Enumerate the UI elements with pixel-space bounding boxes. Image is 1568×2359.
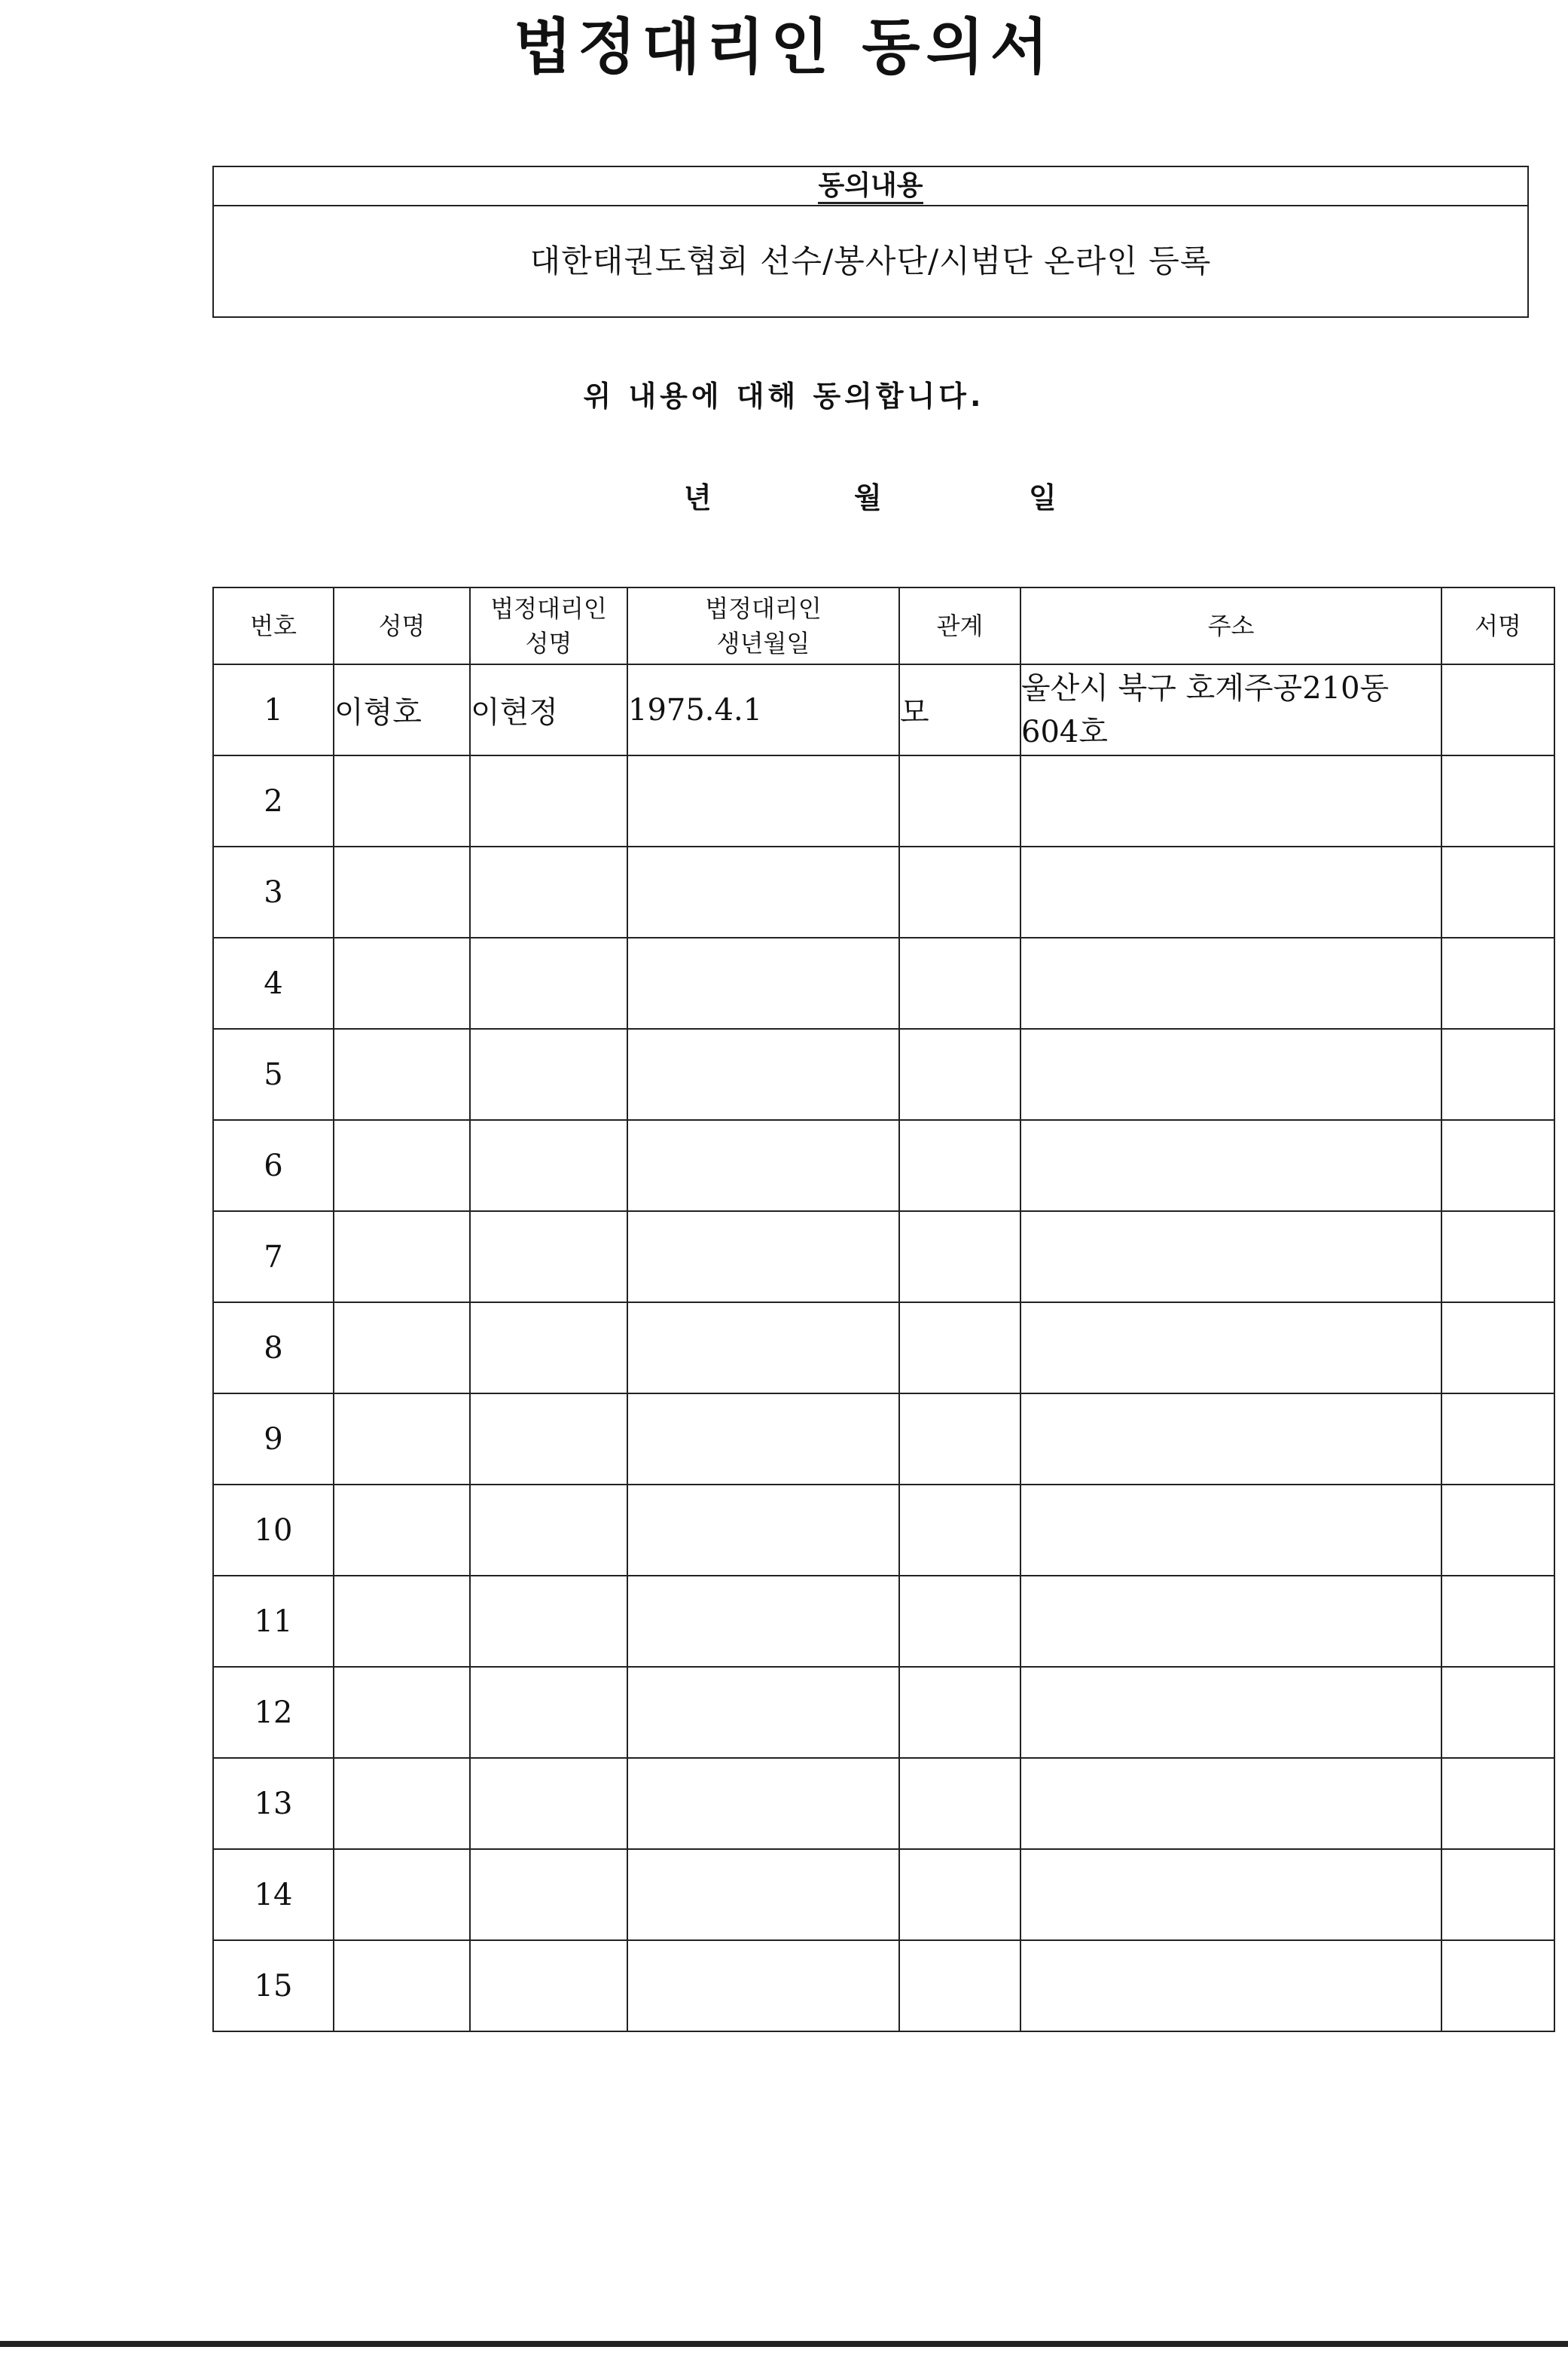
cell-signature[interactable]: [1441, 1120, 1554, 1211]
header-guardian-birth-line2: 생년월일: [716, 629, 810, 658]
cell-guardian-birth[interactable]: 1975.4.1: [627, 664, 899, 755]
cell-no: 8: [213, 1302, 334, 1393]
cell-address[interactable]: [1020, 1667, 1441, 1758]
cell-guardian-birth[interactable]: [627, 1940, 899, 2031]
cell-guardian-name[interactable]: [470, 1393, 627, 1485]
cell-address[interactable]: [1020, 1393, 1441, 1485]
header-name: 성명: [334, 587, 470, 664]
cell-signature[interactable]: [1441, 1485, 1554, 1576]
cell-no: 10: [213, 1485, 334, 1576]
consent-body: 대한태권도협회 선수/봉사단/시범단 온라인 등록: [529, 243, 1212, 279]
table-row: [213, 755, 1554, 847]
cell-signature[interactable]: [1441, 938, 1554, 1029]
header-guardian-name: [470, 587, 627, 664]
cell-relation[interactable]: [899, 1211, 1020, 1302]
header-guardian-name-line1: 법정대리인: [490, 594, 607, 623]
cell-no: 13: [213, 1758, 334, 1849]
cell-no: 9: [213, 1393, 334, 1485]
cell-signature[interactable]: [1441, 664, 1554, 755]
cell-name[interactable]: 이형호: [334, 664, 470, 755]
cell-guardian-name[interactable]: [470, 1120, 627, 1211]
cell-guardian-name[interactable]: [470, 938, 627, 1029]
cell-address[interactable]: [1020, 1485, 1441, 1576]
table-row: [213, 664, 1554, 755]
page-title: 법정대리인 동의서: [513, 12, 1055, 82]
cell-guardian-name[interactable]: [470, 1211, 627, 1302]
agreement-statement: 위 내용에 대해 동의합니다.: [583, 380, 985, 413]
cell-guardian-name[interactable]: [470, 1302, 627, 1393]
cell-guardian-name[interactable]: [470, 1576, 627, 1667]
cell-no: 4: [213, 938, 334, 1029]
table-row: [213, 1940, 1554, 2031]
table-row: [213, 1211, 1554, 1302]
cell-guardian-birth[interactable]: [627, 1029, 899, 1120]
cell-guardian-birth[interactable]: [627, 938, 899, 1029]
cell-guardian-birth[interactable]: [627, 1393, 899, 1485]
cell-no: 14: [213, 1849, 334, 1940]
table-row: [213, 1120, 1554, 1211]
cell-guardian-birth[interactable]: [627, 1302, 899, 1393]
cell-no: 1: [213, 664, 334, 755]
cell-address[interactable]: [1020, 664, 1441, 755]
cell-guardian-name[interactable]: [470, 1940, 627, 2031]
cell-guardian-name[interactable]: [470, 1029, 627, 1120]
table-row: [213, 1393, 1554, 1485]
cell-no: 6: [213, 1120, 334, 1211]
cell-guardian-birth[interactable]: [627, 1211, 899, 1302]
cell-address-line2: 604호: [1021, 714, 1108, 749]
cell-name[interactable]: [334, 1667, 470, 1758]
cell-relation[interactable]: [899, 1940, 1020, 2031]
cell-relation[interactable]: [899, 1393, 1020, 1485]
cell-signature[interactable]: [1441, 847, 1554, 938]
cell-guardian-birth[interactable]: [627, 1758, 899, 1849]
cell-relation[interactable]: [899, 1576, 1020, 1667]
cell-address-line1: 울산시 북구 호계주공210동: [1021, 670, 1390, 706]
cell-relation[interactable]: [899, 1667, 1020, 1758]
cell-relation[interactable]: [899, 1758, 1020, 1849]
header-address: 주소: [1020, 587, 1441, 664]
cell-guardian-name[interactable]: [470, 1758, 627, 1849]
cell-guardian-name[interactable]: [470, 1667, 627, 1758]
cell-relation[interactable]: [899, 938, 1020, 1029]
guardian-table: [212, 587, 1555, 2032]
cell-relation[interactable]: [899, 1485, 1020, 1576]
cell-relation[interactable]: [899, 1849, 1020, 1940]
cell-signature[interactable]: [1441, 1758, 1554, 1849]
cell-name[interactable]: [334, 938, 470, 1029]
table-row: [213, 1667, 1554, 1758]
cell-no: 5: [213, 1029, 334, 1120]
cell-name[interactable]: [334, 1120, 470, 1211]
cell-signature[interactable]: [1441, 1576, 1554, 1667]
cell-guardian-birth[interactable]: [627, 1667, 899, 1758]
cell-guardian-birth[interactable]: [627, 1120, 899, 1211]
cell-signature[interactable]: [1441, 1393, 1554, 1485]
table-row: [213, 1302, 1554, 1393]
cell-no: 2: [213, 755, 334, 847]
cell-signature[interactable]: [1441, 1667, 1554, 1758]
cell-address[interactable]: [1020, 1940, 1441, 2031]
table-row: [213, 1485, 1554, 1576]
cell-guardian-birth[interactable]: [627, 1485, 899, 1576]
consent-header: [214, 167, 1527, 206]
table-row: [213, 1576, 1554, 1667]
cell-signature[interactable]: [1441, 1211, 1554, 1302]
table-header-row: [213, 587, 1554, 664]
cell-guardian-birth[interactable]: [627, 755, 899, 847]
cell-name[interactable]: [334, 847, 470, 938]
cell-guardian-name[interactable]: [470, 1485, 627, 1576]
cell-name[interactable]: [334, 1211, 470, 1302]
cell-name[interactable]: [334, 1576, 470, 1667]
date-day-label: 일: [1029, 481, 1057, 514]
table-row: [213, 1758, 1554, 1849]
cell-guardian-birth[interactable]: [627, 847, 899, 938]
cell-name[interactable]: [334, 1302, 470, 1393]
date-year-label: 년: [684, 481, 712, 514]
cell-address[interactable]: [1020, 1576, 1441, 1667]
cell-address[interactable]: [1020, 938, 1441, 1029]
cell-name[interactable]: [334, 1758, 470, 1849]
table-row: [213, 938, 1554, 1029]
cell-address[interactable]: [1020, 1211, 1441, 1302]
cell-address[interactable]: [1020, 1758, 1441, 1849]
cell-relation[interactable]: [899, 1302, 1020, 1393]
cell-signature[interactable]: [1441, 755, 1554, 847]
cell-signature[interactable]: [1441, 1940, 1554, 2031]
cell-address[interactable]: [1020, 1029, 1441, 1120]
cell-signature[interactable]: [1441, 1849, 1554, 1940]
cell-guardian-name[interactable]: [470, 755, 627, 847]
consent-header-label: 동의내용: [818, 170, 923, 204]
bottom-divider: [0, 2341, 1568, 2347]
cell-name[interactable]: [334, 1849, 470, 1940]
table-row: [213, 1029, 1554, 1120]
header-guardian-birth-line1: 법정대리인: [705, 594, 822, 623]
header-relation: 관계: [899, 587, 1020, 664]
cell-address[interactable]: [1020, 755, 1441, 847]
header-signature: 서명: [1441, 587, 1554, 664]
cell-relation[interactable]: [899, 755, 1020, 847]
cell-relation[interactable]: [899, 1120, 1020, 1211]
header-guardian-birth: [627, 587, 899, 664]
cell-relation[interactable]: [899, 1029, 1020, 1120]
cell-signature[interactable]: [1441, 1029, 1554, 1120]
cell-address[interactable]: [1020, 1849, 1441, 1940]
cell-guardian-birth[interactable]: [627, 1849, 899, 1940]
header-no: 번호: [213, 587, 334, 664]
consent-box: [212, 166, 1529, 318]
cell-relation[interactable]: [899, 847, 1020, 938]
cell-no: 7: [213, 1211, 334, 1302]
cell-name[interactable]: [334, 1485, 470, 1576]
cell-address[interactable]: [1020, 847, 1441, 938]
date-month-label: 월: [854, 481, 882, 514]
header-guardian-name-line2: 성명: [525, 629, 572, 658]
cell-relation[interactable]: 모: [899, 664, 1020, 755]
cell-guardian-name[interactable]: [470, 1849, 627, 1940]
cell-no: 12: [213, 1667, 334, 1758]
cell-address[interactable]: [1020, 1120, 1441, 1211]
table-row: [213, 1849, 1554, 1940]
cell-no: 15: [213, 1940, 334, 2031]
cell-no: 11: [213, 1576, 334, 1667]
cell-name[interactable]: [334, 755, 470, 847]
cell-name[interactable]: [334, 1940, 470, 2031]
cell-signature[interactable]: [1441, 1302, 1554, 1393]
cell-guardian-birth[interactable]: [627, 1576, 899, 1667]
cell-address[interactable]: [1020, 1302, 1441, 1393]
cell-guardian-name[interactable]: 이현정: [470, 664, 627, 755]
cell-no: 3: [213, 847, 334, 938]
cell-guardian-name[interactable]: [470, 847, 627, 938]
cell-name[interactable]: [334, 1393, 470, 1485]
cell-name[interactable]: [334, 1029, 470, 1120]
table-row: [213, 847, 1554, 938]
